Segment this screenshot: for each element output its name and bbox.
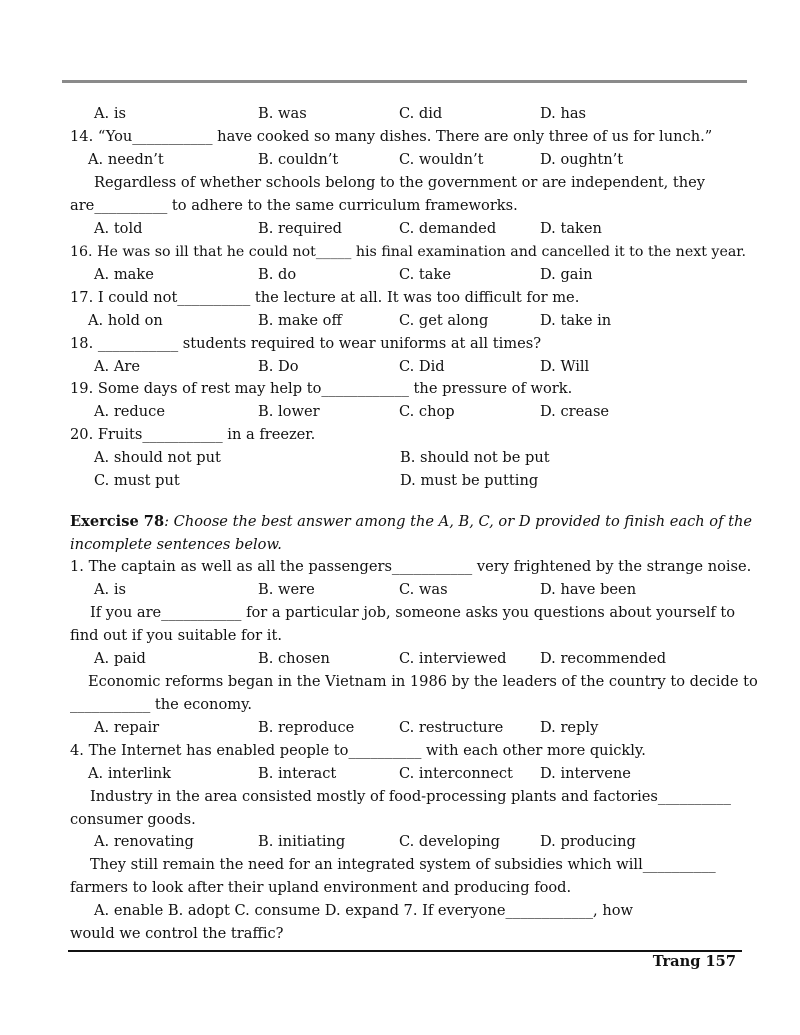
q20-option-a: A. should not put — [94, 449, 221, 466]
q13-option-d: D. has — [540, 105, 587, 122]
e4-option-c: C. interconnect — [399, 765, 513, 782]
bottom-rule — [68, 950, 742, 952]
e6-line3: A. enable B. adopt C. consume D. expand 7. If everyone____________, how — [94, 902, 633, 919]
e2-line2: find out if you suitable for it. — [70, 627, 282, 644]
e3-line2: ___________ the economy. — [70, 696, 253, 713]
q19-text: 19. Some days of rest may help to____________ the pressure of work. — [70, 380, 573, 397]
e3-option-b: B. reproduce — [258, 719, 355, 736]
q15-option-a: A. told — [94, 220, 143, 237]
e4-option-d: D. intervene — [540, 765, 631, 782]
q19-option-d: D. crease — [540, 403, 610, 420]
q16-option-a: A. make — [94, 266, 154, 283]
q13-option-b: B. was — [258, 105, 307, 122]
e1-text: 1. The captain as well as all the passengers___________ very frightened by the strange noise. — [70, 558, 752, 575]
q13-option-a: A. is — [94, 105, 126, 122]
e5-option-d: D. producing — [540, 833, 636, 850]
e4-option-b: B. interact — [258, 765, 337, 782]
page-number: Trang 157 — [652, 953, 736, 970]
q20-option-c: C. must put — [94, 472, 180, 489]
e3-line1: Economic reforms began in the Vietnam in 1986 by the leaders of the country to decide to — [88, 673, 758, 690]
q14-option-c: C. wouldn’t — [399, 151, 484, 168]
e2-option-b: B. chosen — [258, 650, 330, 667]
e5-line2: consumer goods. — [70, 811, 196, 828]
e2-option-d: D. recommended — [540, 650, 667, 667]
e2-line1: If you are___________ for a particular job, someone asks you questions about yourself to — [90, 604, 736, 621]
q19-option-b: B. lower — [258, 403, 320, 420]
q17-text: 17. I could not__________ the lecture at all. It was too difficult for me. — [70, 289, 580, 306]
q15-line2: are__________ to adhere to the same curriculum frameworks. — [70, 197, 518, 214]
q19-option-a: A. reduce — [94, 403, 165, 420]
q20-text: 20. Fruits___________ in a freezer. — [70, 426, 316, 443]
q14-text: 14. “You___________ have cooked so many dishes. There are only three of us for lunch.” — [70, 128, 713, 145]
e4-option-a: A. interlink — [88, 765, 171, 782]
e4-text: 4. The Internet has enabled people to__________ with each other more quickly. — [70, 742, 646, 759]
e6-line2: farmers to look after their upland environment and producing food. — [70, 879, 572, 896]
q19-option-c: C. chop — [399, 403, 455, 420]
q17-option-c: C. get along — [399, 312, 489, 329]
q20-option-b: B. should not be put — [400, 449, 550, 466]
q15-option-d: D. taken — [540, 220, 602, 237]
exercise-heading — [70, 512, 752, 532]
q17-option-d: D. take in — [540, 312, 612, 329]
q15-option-c: C. demanded — [399, 220, 497, 237]
q16-option-c: C. take — [399, 266, 451, 283]
e5-option-a: A. renovating — [94, 833, 194, 850]
e1-option-c: C. was — [399, 581, 448, 598]
q20-option-d: D. must be putting — [400, 472, 539, 489]
q15-line1: Regardless of whether schools belong to the government or are independent, they — [94, 174, 706, 191]
e3-option-c: C. restructure — [399, 719, 504, 736]
e3-option-a: A. repair — [94, 719, 160, 736]
q14-option-a: A. needn’t — [88, 151, 164, 168]
exercise-instruction-1: : Choose the best answer among the A, B, C, or D provided to finish each of the — [164, 513, 753, 530]
q18-option-c: C. Did — [399, 358, 445, 375]
e7-line4: would we control the traffic? — [70, 925, 284, 942]
e5-option-c: C. developing — [399, 833, 500, 850]
e1-option-a: A. is — [94, 581, 126, 598]
e5-line1: Industry in the area consisted mostly of food-processing plants and factories__________ — [90, 788, 731, 805]
q18-option-d: D. Will — [540, 358, 590, 375]
q16-option-d: D. gain — [540, 266, 593, 283]
e6-line1: They still remain the need for an integrated system of subsidies which will__________ — [90, 856, 716, 873]
q15-option-b: B. required — [258, 220, 342, 237]
e3-option-d: D. reply — [540, 719, 599, 736]
q16-option-b: B. do — [258, 266, 297, 283]
e2-option-c: C. interviewed — [399, 650, 507, 667]
exercise-title: Exercise 78 — [70, 513, 165, 530]
e5-option-b: B. initiating — [258, 833, 346, 850]
e1-option-d: D. have been — [540, 581, 637, 598]
q14-option-b: B. couldn’t — [258, 151, 339, 168]
q17-option-b: B. make off — [258, 312, 342, 329]
q13-option-c: C. did — [399, 105, 443, 122]
e1-option-b: B. were — [258, 581, 315, 598]
exercise-instruction-2: incomplete sentences below. — [70, 536, 282, 553]
q16-text: 16. He was so ill that he could not_____ his final examination and cancelled it to the next year. — [70, 244, 747, 260]
q18-option-b: B. Do — [258, 358, 299, 375]
q18-option-a: A. Are — [94, 358, 140, 375]
q17-option-a: A. hold on — [88, 312, 163, 329]
q14-option-d: D. oughtn’t — [540, 151, 624, 168]
q18-text: 18. ___________ students required to wear uniforms at all times? — [70, 335, 542, 352]
top-rule — [62, 80, 747, 83]
e2-option-a: A. paid — [94, 650, 146, 667]
